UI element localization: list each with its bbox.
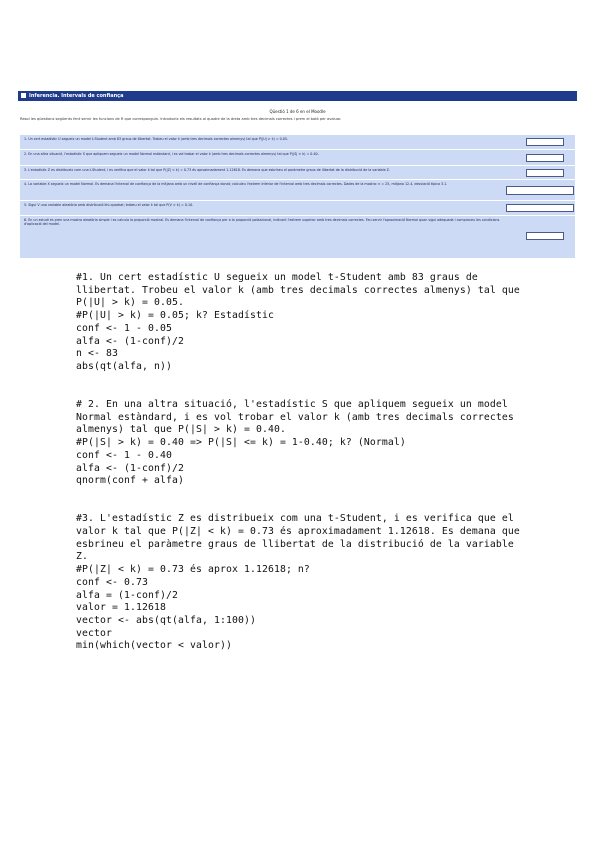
moodle-screenshot (18, 91, 577, 261)
question-row (20, 200, 575, 215)
quiz-title: Inferencia. Intervals de confiança (29, 93, 124, 99)
question-text: 1. Un cert estadístic U segueix un model t-Student amb 83 graus de llibertat. Trobeu el valor k (amb tres decimals correctes almenys) tal que P(|U| > k) = 0.05. (24, 137, 289, 141)
answer-input[interactable] (526, 169, 564, 177)
question-text: 4. La variable X segueix un model Normal. Es demana l'interval de confiança de la mitjana amb un nivell de confiança donat; calculeu l'extrem inferior de l'interval amb tres decimals correctes. Dades de la mostra: n = 25, mitjana 12.4, desviació típica 3.1. (24, 182, 448, 186)
question-row (20, 149, 575, 165)
question-text: 6. En un estudi es pren una mostra aleatòria simple i es calcula la proporció mostral. Es demana l'interval de confiança per a la proporció poblacional, indicant l'extrem superior amb tres decimals correctes. Feu servir l'aproximació Normal quan sigui adequada i comproveu les condicions d'aplicació del model. (24, 218, 500, 227)
question-text: 5. Sigui V una variable aleatòria amb distribució khi-quadrat; trobeu el valor k tal que P(V > k) = 0.10. (24, 203, 194, 207)
answer-input[interactable] (506, 186, 574, 195)
question-row (20, 215, 575, 258)
quiz-intro: Resol les qüestions següents fent servir les funcions de R que corresponguin. Introdueix els resultats al quadre de la dreta amb tres decimals correctes i prem el botó per avaluar. (20, 117, 342, 121)
answer-input[interactable] (526, 138, 564, 146)
checkbox-icon (21, 93, 26, 98)
answer-input[interactable] (526, 232, 564, 240)
quiz-header: Qüestió 1 de 6 en el Moodle (269, 109, 326, 114)
quiz-title-bar (18, 91, 577, 101)
answer-input[interactable] (526, 154, 564, 162)
question-text: 2. En una altra situació, l'estadístic S que apliquem segueix un model Normal estàndard, i es vol trobar el valor k (amb tres decimals correctes almenys) tal que P(|S| > k) = 0.40. (24, 152, 319, 156)
answer-input[interactable] (506, 204, 574, 212)
question-row (20, 165, 575, 179)
r-code-block: #1. Un cert estadístic U segueix un model t-Student amb 83 graus de llibertat. Trobeu el valor k (amb tres decimals correctes almenys) tal que P(|U| > k) = 0.05. #P(|U| > k) = 0.05; k? Estadístic conf <- 1 - 0.05 alfa <- (1-conf)/2 n <- 83 abs(qt(alfa, n)) # 2. En una altra situació, l'estadístic S que apliquem segueix un model Normal estàndard, i es vol trobar el valor k (amb tres decimals correctes almenys) tal que P(|S| > k) = 0.40. #P(|S| > k) = 0.40 => P(|S| <= k) = 1-0.40; k? (Normal) conf <- 1 - 0.40 alfa <- (1-conf)/2 qnorm(conf + alfa) #3. L'estadístic Z es distribueix com una t-Student, i es verifica que el valor k tal que P(|Z| < k) = 0.73 és aproximadament 1.12618. Es demana que esbrineu el paràmetre graus de llibertat de la distribució de la variable Z. #P(|Z| < k) = 0.73 és aprox 1.12618; n? conf <- 0.73 alfa = (1-conf)/2 valor = 1.12618 vector <- abs(qt(alfa, 1:100)) vector min(which(vector < valor)) (76, 272, 520, 652)
question-row (20, 179, 575, 200)
question-text: 3. L'estadístic Z es distribueix com una t-Student, i es verifica que el valor k tal que P(|Z| < k) = 0.73 és aproximadament 1.12618. Es demana que esbrineu el paràmetre graus de llibertat de la distribució de la variable Z. (24, 168, 390, 172)
question-row (20, 134, 575, 149)
